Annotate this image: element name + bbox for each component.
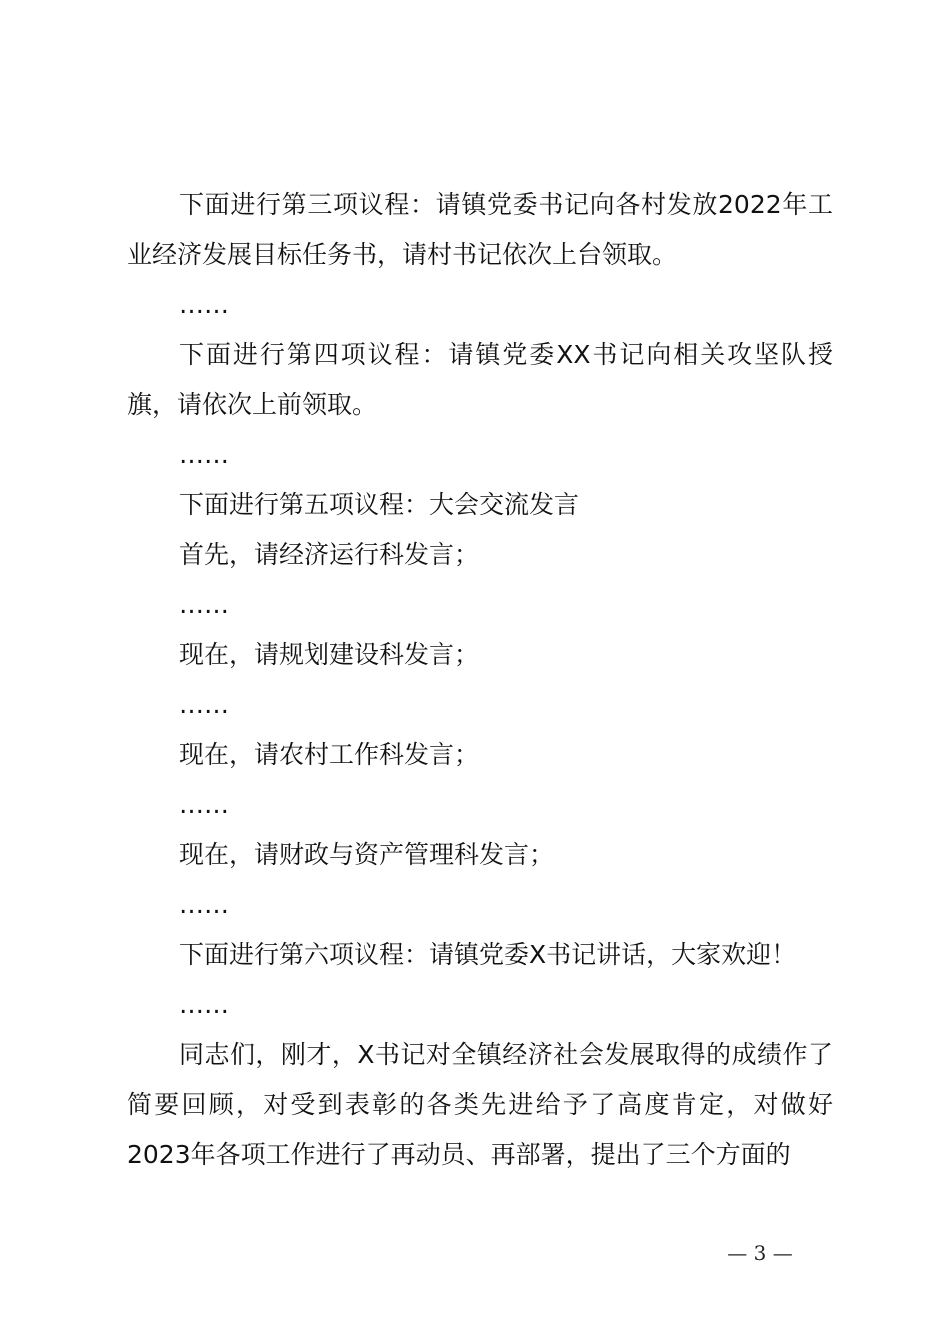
- document-body: [127, 180, 833, 1180]
- ellipsis-line: ……: [179, 990, 229, 1019]
- paragraph-speaker-2: 现在，请规划建设科发言；: [179, 640, 480, 669]
- paragraph-speaker-3: 现在，请农村工作科发言；: [179, 740, 480, 769]
- ellipsis-line: ……: [179, 690, 229, 719]
- ellipsis-line: ……: [179, 290, 229, 319]
- ellipsis-line: ……: [179, 790, 229, 819]
- ellipsis-line: ……: [179, 890, 229, 919]
- paragraph-agenda-6: 下面进行第六项议程：请镇党委X书记讲话，大家欢迎！: [179, 940, 797, 969]
- ellipsis-line: ……: [179, 590, 229, 619]
- paragraph-speaker-4: 现在，请财政与资产管理科发言；: [179, 840, 555, 869]
- paragraph-agenda-5: 下面进行第五项议程：大会交流发言: [179, 490, 580, 519]
- ellipsis-line: ……: [179, 440, 229, 469]
- paragraph-agenda-3: 下面进行第三项议程：请镇党委书记向各村发放2022年工业经济发展目标任务书，请村书记依次上台领取。: [127, 190, 833, 269]
- paragraph-summary: 同志们，刚才，X书记对全镇经济社会发展取得的成绩作了简要回顾，对受到表彰的各类先进给予了高度肯定，对做好2023年各项工作进行了再动员、再部署，提出了三个方面的: [127, 1040, 833, 1169]
- page-number: — 3 —: [727, 1241, 793, 1265]
- paragraph-agenda-4: 下面进行第四项议程：请镇党委XX书记向相关攻坚队授旗，请依次上前领取。: [127, 340, 833, 419]
- paragraph-speaker-1: 首先，请经济运行科发言；: [179, 540, 480, 569]
